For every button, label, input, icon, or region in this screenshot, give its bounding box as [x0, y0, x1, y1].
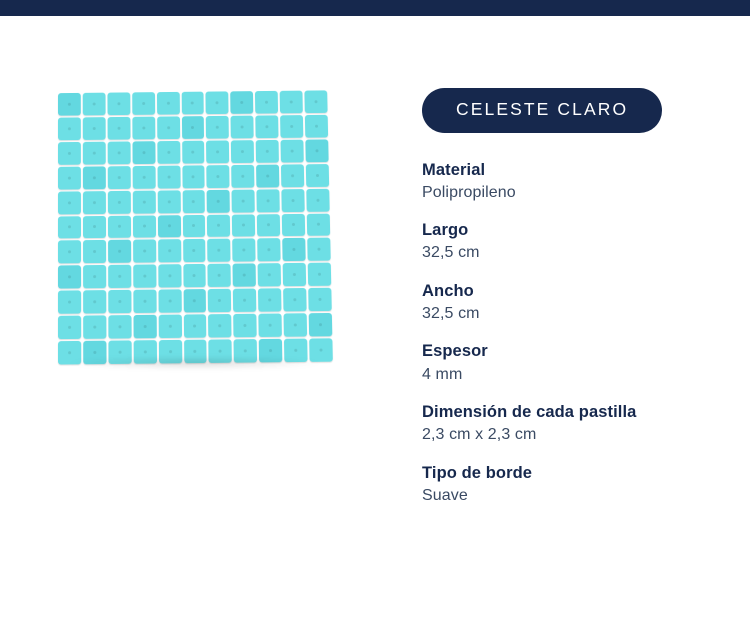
mosaic-tile [158, 240, 181, 263]
mosaic-tile [183, 264, 206, 287]
mosaic-tile [182, 165, 205, 188]
mosaic-tile [183, 239, 206, 262]
mosaic-tile [157, 92, 180, 115]
spec-item [422, 280, 722, 326]
mosaic-tile [108, 240, 131, 263]
mat-drop-shadow [64, 356, 326, 370]
mosaic-tile [208, 264, 231, 287]
spec-label: Material [422, 160, 486, 179]
mosaic-tile [157, 116, 180, 139]
spec-value: 32,5 cm [422, 305, 480, 323]
mosaic-tile [133, 265, 156, 288]
mosaic-tile [107, 92, 130, 115]
mosaic-tile [233, 239, 256, 262]
mosaic-tile [208, 314, 231, 337]
mosaic-tile [108, 265, 131, 288]
mosaic-tile [232, 165, 255, 188]
mosaic-tile [259, 314, 282, 337]
mosaic-tile [282, 189, 305, 212]
mosaic-tile [305, 115, 328, 138]
mosaic-tile [283, 288, 306, 311]
mosaic-tile [83, 166, 106, 189]
mosaic-tile [58, 117, 81, 140]
mosaic-tile [133, 290, 156, 313]
spec-item [422, 401, 722, 447]
mosaic-tile [284, 313, 308, 336]
mosaic-mat-graphic [58, 90, 333, 364]
mosaic-tile [83, 265, 106, 288]
mosaic-tile [308, 288, 332, 311]
spec-label: Largo [422, 221, 469, 240]
mosaic-tile [58, 166, 81, 189]
spec-label: Tipo de borde [422, 463, 533, 482]
mosaic-tile [282, 238, 305, 261]
mosaic-tile [83, 315, 106, 338]
mosaic-tile [257, 189, 280, 212]
mosaic-tile [281, 139, 304, 162]
mosaic-tile [183, 289, 206, 312]
mosaic-tile [107, 141, 130, 164]
mosaic-tile [208, 239, 231, 262]
spec-item [422, 462, 722, 508]
mosaic-tile [83, 117, 106, 140]
mosaic-tile [231, 91, 254, 114]
spec-value: 2,3 cm x 2,3 cm [422, 426, 537, 444]
spec-value: 4 mm [422, 365, 463, 383]
mosaic-tile [281, 164, 304, 187]
mosaic-tile [234, 314, 257, 337]
mosaic-tile [283, 263, 306, 286]
mosaic-tile [233, 264, 256, 287]
mosaic-tile [132, 92, 155, 115]
mosaic-tile [181, 116, 204, 139]
mosaic-tile [182, 190, 205, 213]
mosaic-tile [256, 115, 279, 138]
mosaic-tile [306, 188, 329, 211]
mosaic-tile [108, 215, 131, 238]
spec-label: Espesor [422, 342, 488, 361]
mosaic-tile [83, 290, 106, 313]
mosaic-tile [183, 314, 206, 337]
mosaic-tile [132, 117, 155, 140]
mosaic-tile [307, 238, 330, 261]
mosaic-tile [256, 164, 279, 187]
spec-value: Polipropileno [422, 183, 516, 201]
mosaic-tile [304, 90, 327, 113]
spec-label: Ancho [422, 281, 474, 300]
mosaic-tile [207, 214, 230, 237]
mosaic-tile [58, 266, 81, 289]
spec-label: Dimensión de cada pastilla [422, 403, 637, 422]
mosaic-tile [309, 313, 333, 336]
mosaic-tile [308, 263, 331, 286]
mosaic-tile [307, 213, 330, 236]
mosaic-tile [282, 213, 305, 236]
spec-item [422, 219, 722, 265]
spec-item [422, 159, 722, 205]
mosaic-tile [158, 215, 181, 238]
mosaic-tile [208, 289, 231, 312]
mosaic-tile [133, 315, 156, 338]
mosaic-tile [256, 140, 279, 163]
mosaic-tile [181, 92, 204, 115]
mosaic-tile [305, 139, 328, 162]
mosaic-tile [280, 115, 303, 138]
top-accent-bar [0, 0, 750, 16]
mosaic-tile [58, 291, 81, 314]
mosaic-tile [157, 141, 180, 164]
mosaic-tile [108, 290, 131, 313]
mosaic-tile [207, 189, 230, 212]
mosaic-tile [83, 93, 106, 116]
mosaic-tile [83, 215, 106, 238]
product-image [48, 84, 348, 384]
spec-value: Suave [422, 487, 468, 505]
mosaic-tile [58, 93, 81, 116]
mosaic-tile [132, 166, 155, 189]
mosaic-tile [207, 165, 230, 188]
mosaic-tile [58, 142, 81, 165]
mosaic-tile [58, 216, 81, 239]
mosaic-tile [158, 290, 181, 313]
mosaic-tile [108, 315, 131, 338]
mosaic-tile [206, 116, 229, 139]
mosaic-tile [133, 240, 156, 263]
mosaic-tile [306, 164, 329, 187]
mosaic-tile [232, 214, 255, 237]
mosaic-tile [233, 289, 256, 312]
mosaic-tile [58, 191, 81, 214]
mosaic-tile [206, 140, 229, 163]
mosaic-tile [255, 91, 278, 114]
mosaic-tile [206, 91, 229, 114]
mosaic-tile [231, 115, 254, 138]
mosaic-tile [280, 91, 303, 114]
mosaic-tile [157, 165, 180, 188]
mosaic-tile [133, 215, 156, 238]
color-name-badge: CELESTE CLARO [422, 88, 662, 133]
mosaic-tile [132, 141, 155, 164]
mosaic-tile [58, 316, 81, 339]
mosaic-tile [231, 140, 254, 163]
mosaic-tile [158, 315, 181, 338]
mosaic-tile [133, 190, 156, 213]
spec-item [422, 340, 722, 386]
mosaic-tile [258, 263, 281, 286]
spec-list [422, 159, 722, 508]
mosaic-tile [232, 189, 255, 212]
mosaic-tile [157, 190, 180, 213]
specification-panel [422, 88, 722, 522]
mosaic-tile [83, 191, 106, 214]
mosaic-tile [107, 117, 130, 140]
mosaic-tile [257, 214, 280, 237]
mosaic-tile [83, 142, 106, 165]
mosaic-tile [158, 265, 181, 288]
mosaic-tile [108, 190, 131, 213]
mosaic-tile [182, 140, 205, 163]
mosaic-tile [58, 241, 81, 264]
mosaic-tile [108, 166, 131, 189]
mosaic-tile [258, 289, 281, 312]
spec-value: 32,5 cm [422, 244, 480, 262]
mosaic-tile [83, 240, 106, 263]
mosaic-tile [182, 214, 205, 237]
mosaic-tile [257, 239, 280, 262]
